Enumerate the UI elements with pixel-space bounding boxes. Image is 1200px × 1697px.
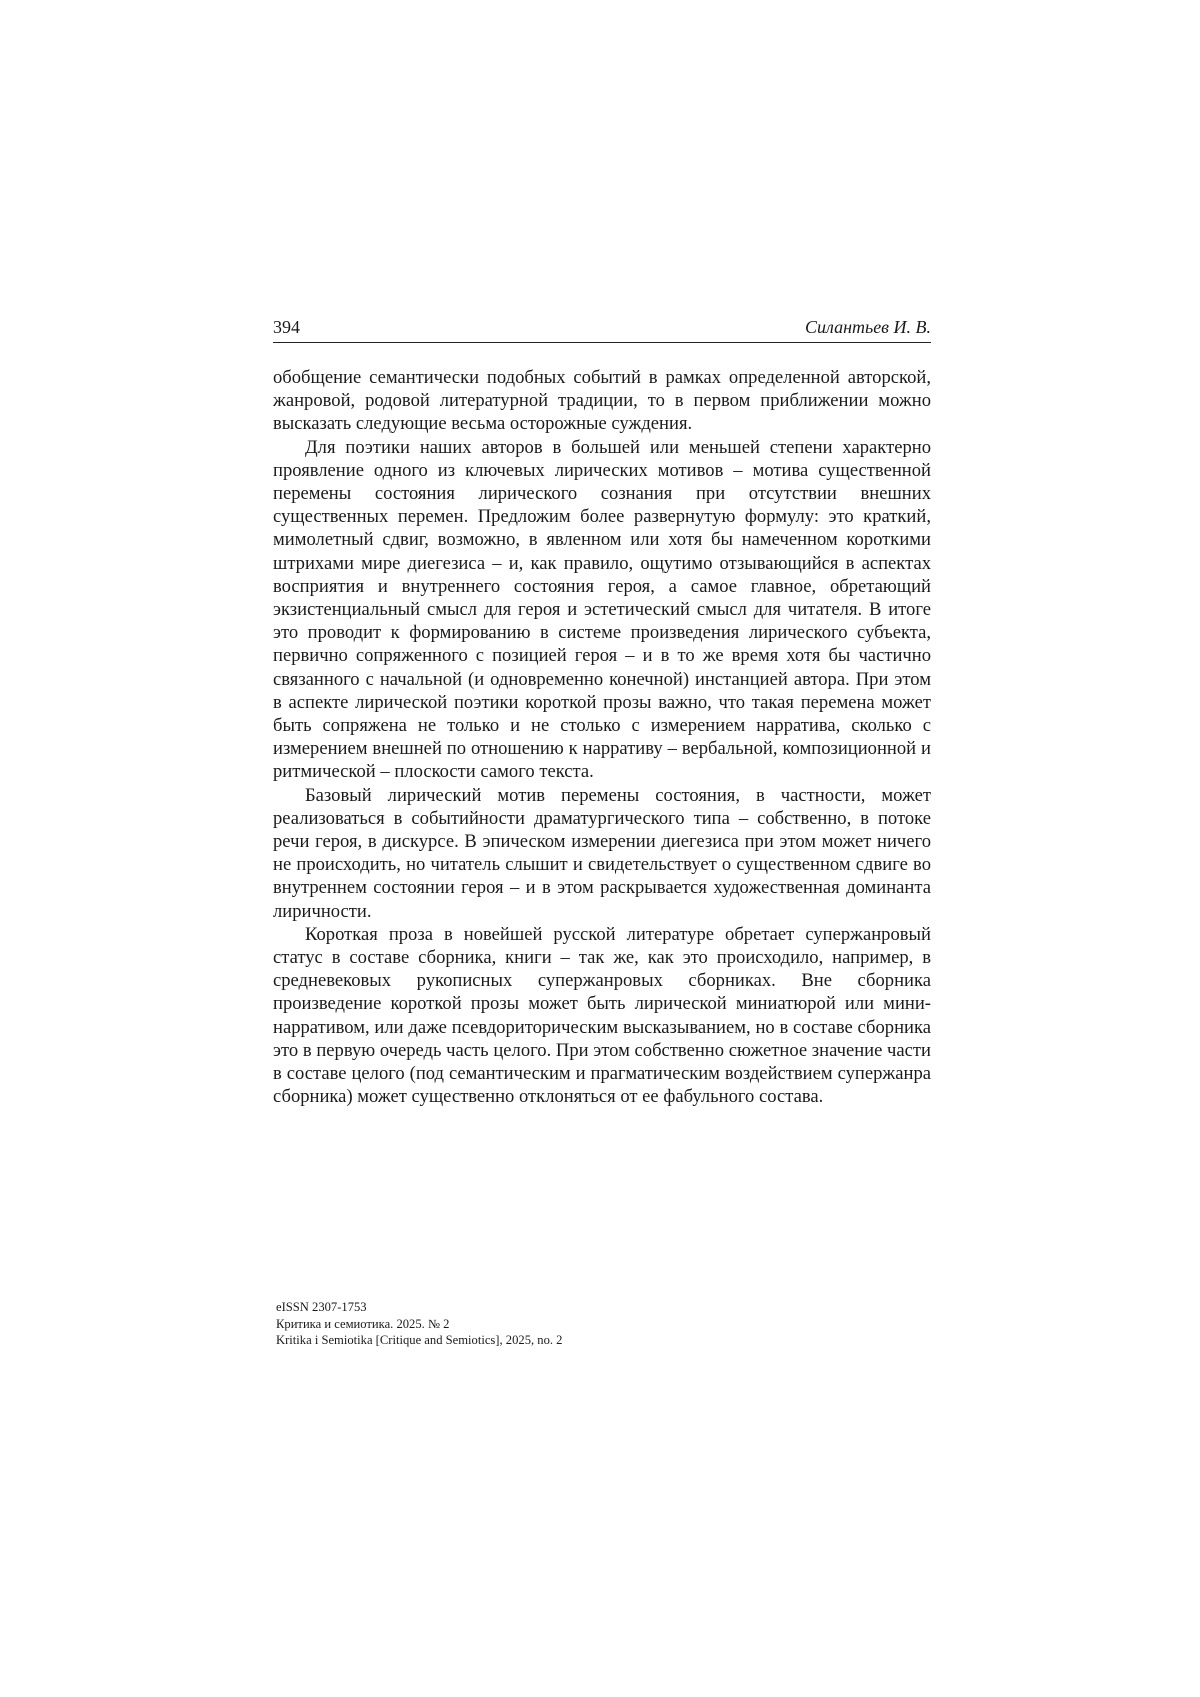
paragraph-continuation: обобщение семантически подобных событий в рамках определенной авторской, жанровой, родовой литературной традиции, то в первом приближении можно высказать следующие весьма осторожные суждения. xyxy=(273,367,931,435)
body-text xyxy=(273,366,931,1109)
running-header xyxy=(273,316,931,343)
page-number: 394 xyxy=(273,317,300,337)
paragraph-dramaturgic-eventfulness: Базовый лирический мотив перемены состояния, в частности, может реализоваться в событийности драматургического типа – собственно, в потоке речи героя, в дискурсе. В эпическом измерении диегезиса при этом может ничего не происходить, но читатель слышит и свидетельствует о существенном сдвиге во внутреннем состоянии героя – и в этом раскрывается художественная доминанта лиричности. xyxy=(273,784,931,922)
paragraph-lyric-motif: Для поэтики наших авторов в большей или меньшей степени характерно проявление одного из ключевых лирических мотивов – мотива существенной перемены состояния лирического сознания при отсутствии внешних существенных перемен. Предложим более развернутую формулу: это краткий, мимолетный сдвиг, возможно, в явленном или хотя бы намеченном короткими штрихами мире диегезиса – и, как правило, ощутимо отзывающийся в аспектах восприятия и внутреннего состояния героя, а самое главное, обретающий экзистенциальный смысл для героя и эстетический смысл для читателя. В итоге это проводит к формированию в системе произведения лирического субъекта, первично сопряженного с позицией героя – и в то же время хотя бы частично связанного с начальной (и одновременно конечной) инстанцией автора. При этом в аспекте лирической поэтики короткой прозы важно, что такая перемена может быть сопряжена не только и не столько с измерением нарратива, сколько с измерением внешней по отношению к нарративу – вербальной, композиционной и ритмической – плоскости самого текста. xyxy=(273,436,931,783)
paragraph-supergenre: Короткая проза в новейшей русской литературе обретает супержанровый статус в составе сборника, книги – так же, как это происходило, например, в средневековых рукописных супержанровых сборниках. Вне сборника произведение короткой прозы может быть лирической миниатюрой или мини-нарративом, или даже псевдориторическим высказыванием, но в составе сборника это в первую очередь часть целого. При этом собственно сюжетное значение части в составе целого (под семантическим и прагматическим воздействием супержанра сборника) может существенно отклоняться от ее фабульного состава. xyxy=(273,923,931,1108)
journal-footer xyxy=(276,1299,876,1349)
footer-issn: eISSN 2307-1753 xyxy=(276,1300,367,1314)
footer-journal-en: Kritika i Semiotika [Critique and Semiotics], 2025, no. 2 xyxy=(276,1333,563,1347)
footer-journal-ru: Критика и семиотика. 2025. № 2 xyxy=(276,1316,450,1331)
running-header-author: Силантьев И. В. xyxy=(805,317,931,337)
